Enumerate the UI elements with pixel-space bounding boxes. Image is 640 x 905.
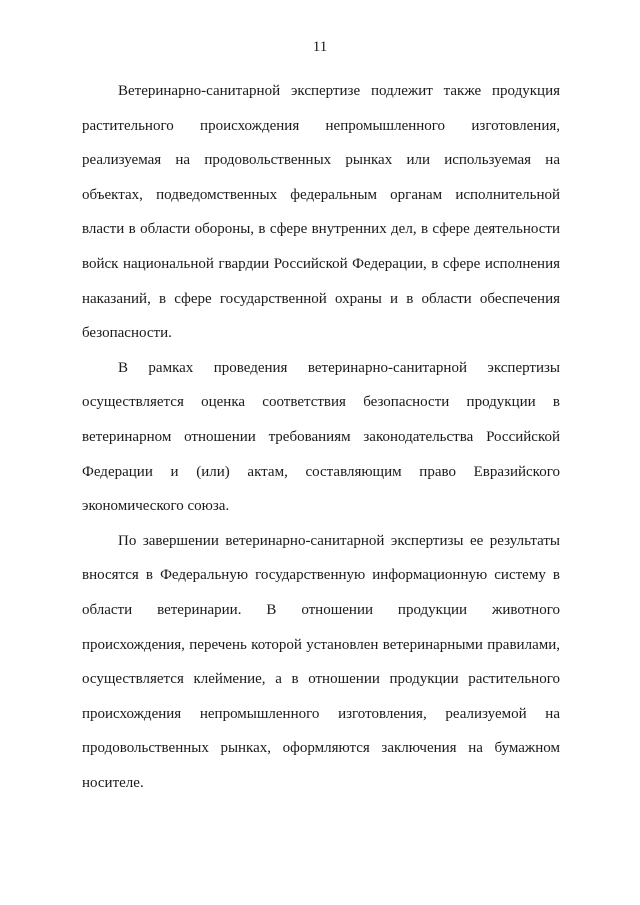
text-line: войск национальной гвардии Российской Федерации, в сфере исполнения xyxy=(82,255,560,272)
text-line: В рамках проведения ветеринарно-санитарной экспертизы xyxy=(118,359,560,376)
text-line: Ветеринарно-санитарной экспертизе подлежит также продукция xyxy=(118,83,560,99)
paragraph-3 xyxy=(82,524,560,801)
page-number: 11 xyxy=(312,39,328,55)
text-line: безопасности. xyxy=(82,325,172,342)
text-line: По завершении ветеринарно-санитарной экспертизы ее результаты xyxy=(118,532,560,549)
paragraph-2 xyxy=(82,351,560,524)
text-line: области ветеринарии. В отношении продукции животного xyxy=(82,601,560,618)
text-line: экономического союза. xyxy=(82,498,230,515)
text-line: происхождения непромышленного изготовления, реализуемой на xyxy=(82,705,560,722)
text-line: растительного происхождения непромышленного изготовления, xyxy=(82,117,560,134)
text-line: объектах, подведомственных федеральным органам исполнительной xyxy=(82,186,560,203)
text-line: власти в области обороны, в сфере внутренних дел, в сфере деятельности xyxy=(82,221,560,238)
text-line: осуществляется клеймение, а в отношении продукции растительного xyxy=(82,671,560,688)
text-line: продовольственных рынках, оформляются заключения на бумажном xyxy=(82,740,560,757)
text-line: ветеринарном отношении требованиям законодательства Российской xyxy=(82,428,560,445)
text-line: носителе. xyxy=(82,774,144,791)
paragraph-1 xyxy=(82,74,560,351)
text-line: реализуемая на продовольственных рынках или используемая на xyxy=(82,152,560,169)
text-line: наказаний, в сфере государственной охраны и в области обеспечения xyxy=(82,290,560,307)
text-line: осуществляется оценка соответствия безопасности продукции в xyxy=(82,394,560,411)
document-body xyxy=(82,74,560,800)
text-line: Федерации и (или) актам, составляющим право Евразийского xyxy=(82,463,560,480)
text-line: вносятся в Федеральную государственную информационную систему в xyxy=(82,567,560,584)
text-line: происхождения, перечень которой установлен ветеринарными правилами, xyxy=(82,636,560,653)
